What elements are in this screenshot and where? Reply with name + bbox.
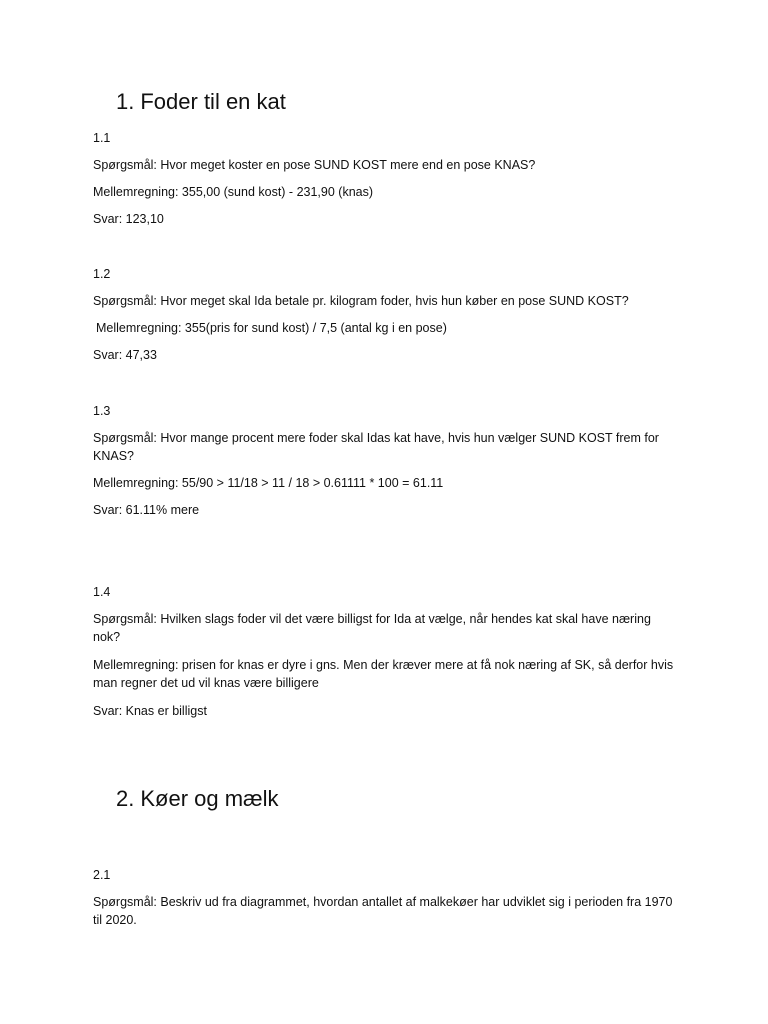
section-2-title: Køer og mælk xyxy=(140,786,279,811)
item-1-4-answer: Svar: Knas er billigst xyxy=(93,704,207,718)
item-1-1-question: Spørgsmål: Hvor meget koster en pose SUND KOST mere end en pose KNAS? xyxy=(93,158,536,172)
item-1-4-question: Spørgsmål: Hvilken slags foder vil det være billigst for Ida at vælge, når hendes kat skal have næring nok? xyxy=(93,612,651,644)
item-1-2-calc: Mellemregning: 355(pris for sund kost) / 7,5 (antal kg i en pose) xyxy=(96,321,447,335)
item-1-2-question: Spørgsmål: Hvor meget skal Ida betale pr. kilogram foder, hvis hun køber en pose SUND KOST? xyxy=(93,294,629,308)
item-2-1-number: 2.1 xyxy=(93,868,111,882)
section-2-heading xyxy=(116,786,279,812)
item-1-1-calc: Mellemregning: 355,00 (sund kost) - 231,90 (knas) xyxy=(93,185,374,199)
item-1-3-answer: Svar: 61.11% mere xyxy=(93,503,200,517)
item-1-1-number: 1.1 xyxy=(93,131,111,145)
section-1-number: 1. xyxy=(116,89,135,114)
item-1-3-number: 1.3 xyxy=(93,404,111,418)
item-1-1-answer: Svar: 123,10 xyxy=(93,212,164,226)
section-1-heading xyxy=(116,89,286,115)
section-2-number: 2. xyxy=(116,786,135,811)
item-1-2-number: 1.2 xyxy=(93,267,111,281)
item-1-3-question: Spørgsmål: Hvor mange procent mere foder skal Idas kat have, hvis hun vælger SUND KOST frem for KNAS? xyxy=(93,431,659,463)
item-2-1-question: Spørgsmål: Beskriv ud fra diagrammet, hvordan antallet af malkekøer har udviklet sig i perioden fra 1970 til 2020. xyxy=(93,895,673,927)
item-1-2-answer: Svar: 47,33 xyxy=(93,348,157,362)
item-1-4-number: 1.4 xyxy=(93,585,111,599)
item-1-3-calc: Mellemregning: 55/90 > 11/18 > 11 / 18 > 0.61111 * 100 = 61.11 xyxy=(93,476,444,490)
section-1-title: Foder til en kat xyxy=(140,89,286,114)
item-1-4-calc: Mellemregning: prisen for knas er dyre i gns. Men der kræver mere at få nok næring af SK, så derfor hvis man regner det ud vil knas være billigere xyxy=(93,658,674,690)
